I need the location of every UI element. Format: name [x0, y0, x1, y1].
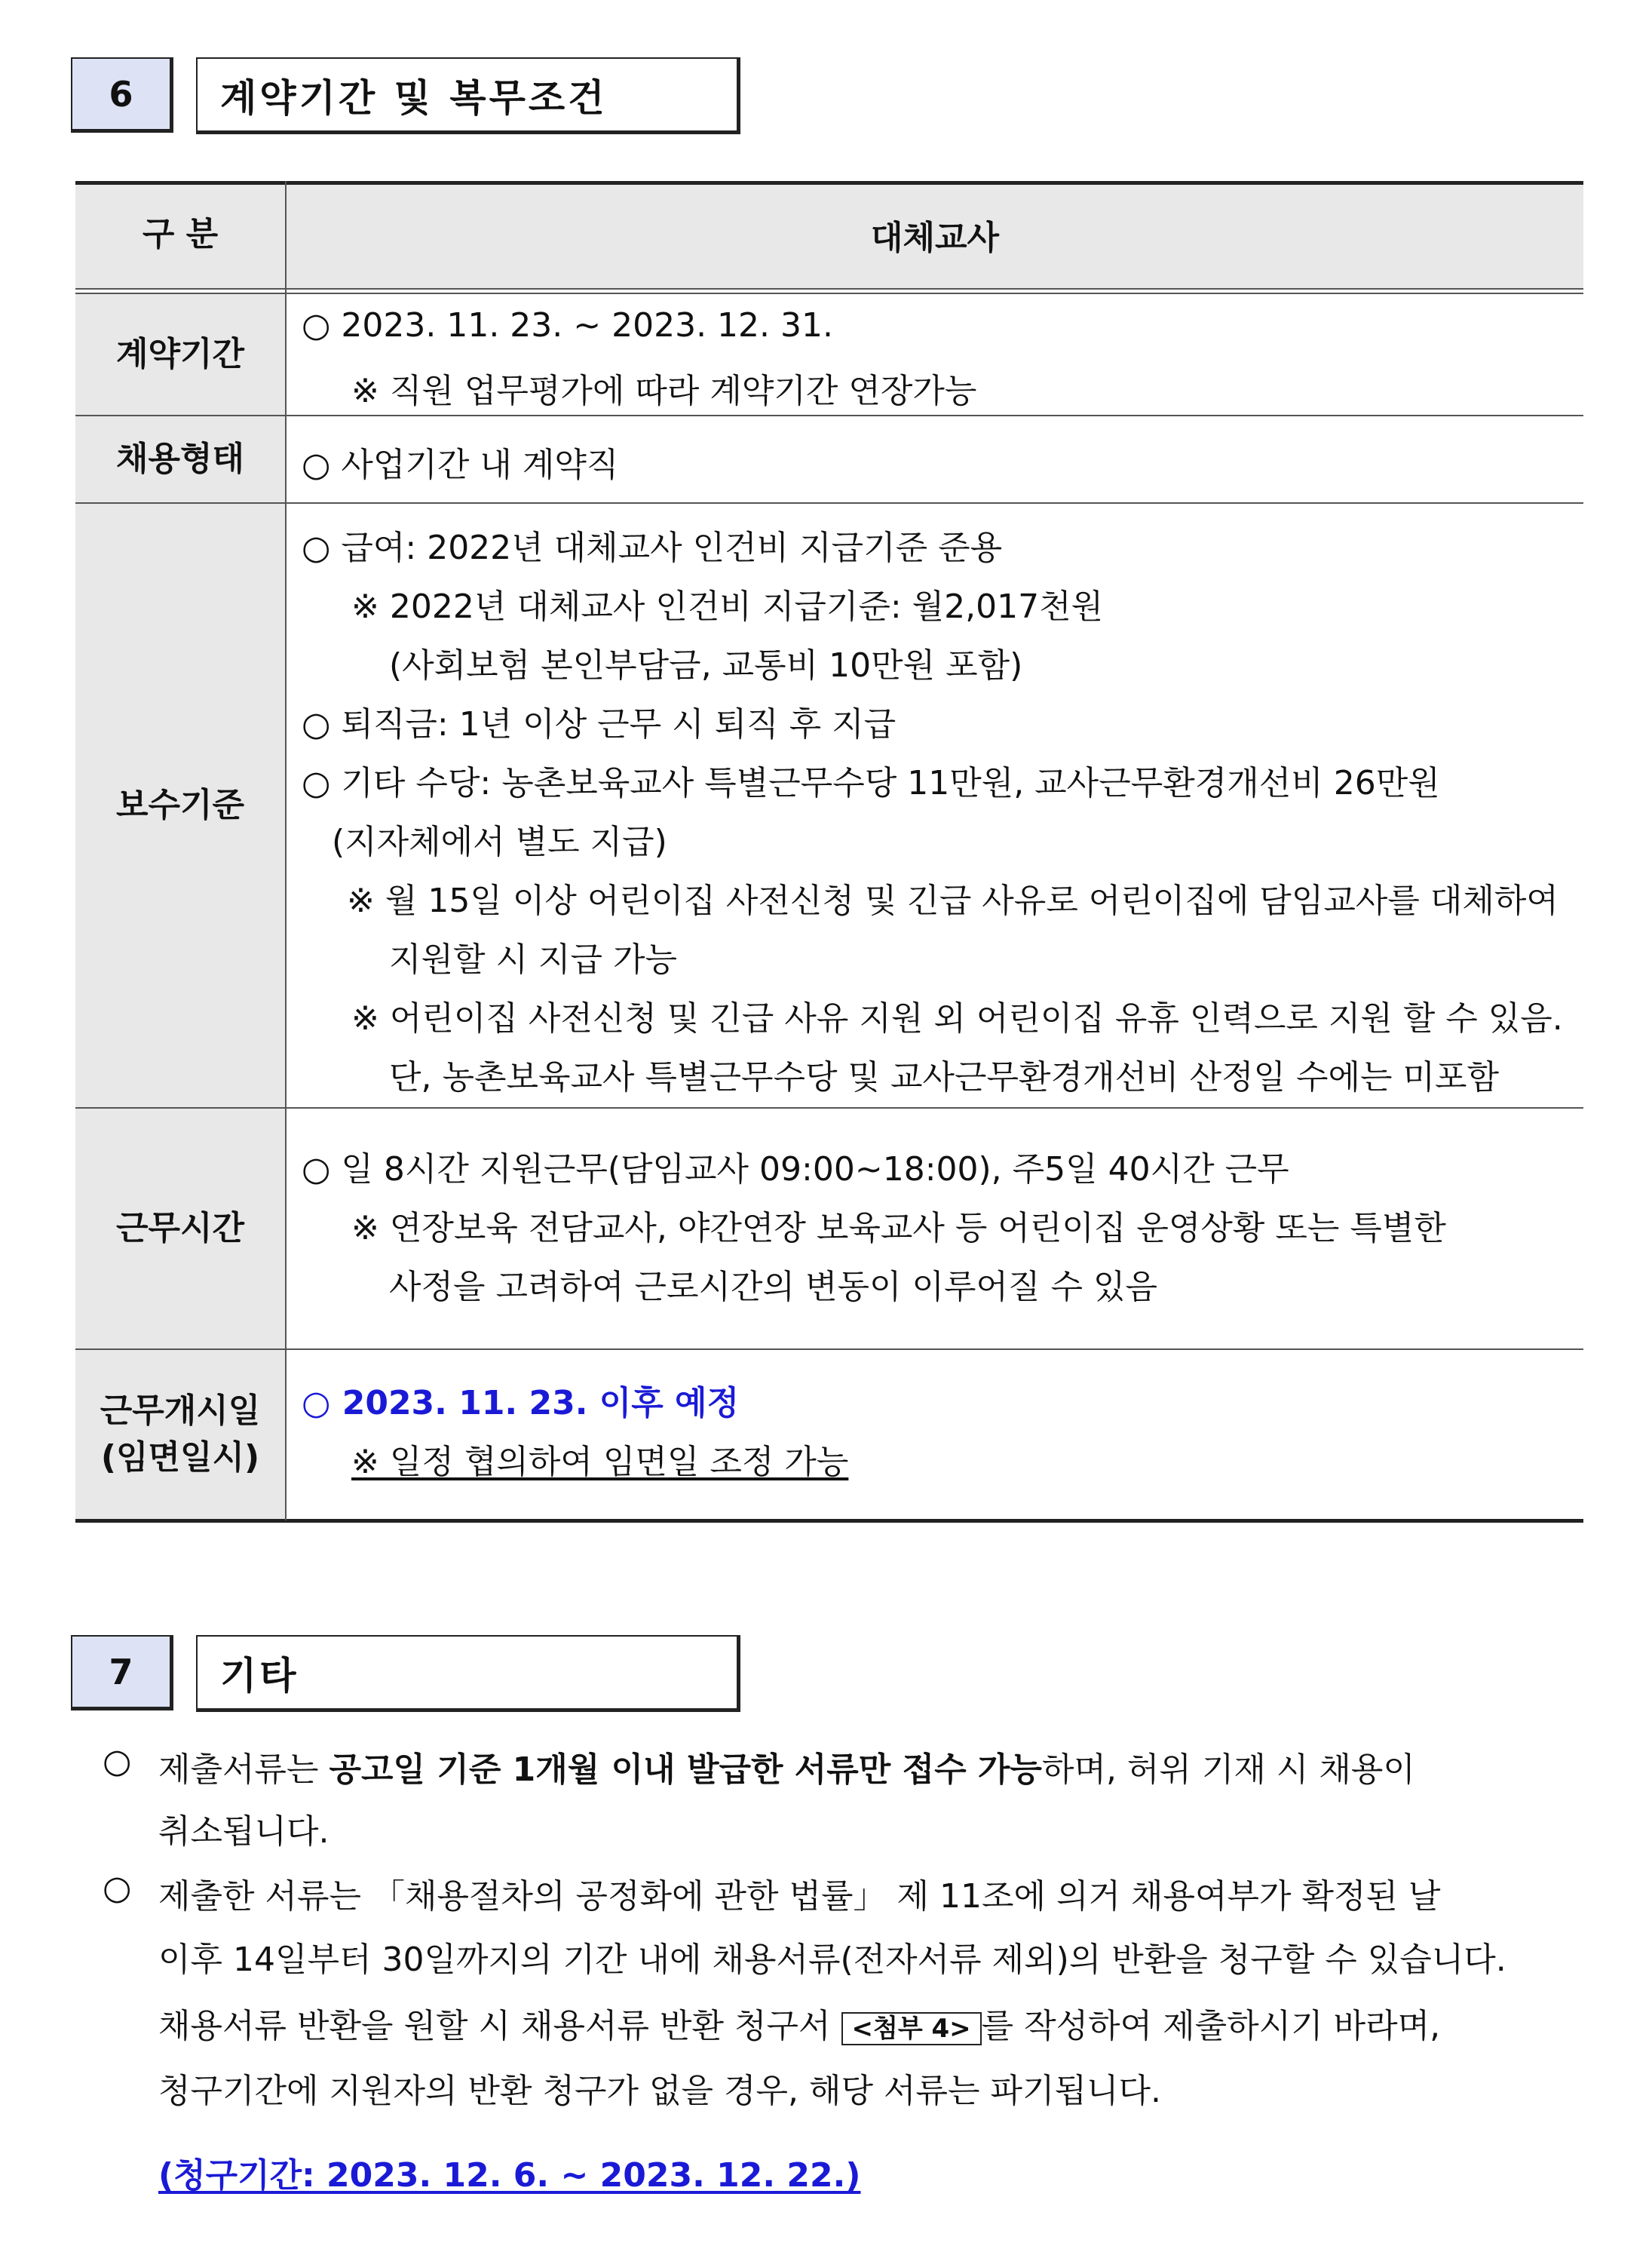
- list-item: ※ 직원 업무평가에 따라 계약기간 연장가능: [351, 372, 977, 410]
- table-top-border: [75, 181, 1583, 185]
- list-item: ※ 어린이집 사전신청 및 긴급 사유 지원 외 어린이집 유휴 인력으로 지원 할 수 있음.: [351, 999, 1563, 1038]
- header-column: 대체교사: [870, 219, 999, 257]
- p2-line3: [158, 1999, 1440, 2047]
- list-item: ○ 퇴직금: 1년 이상 근무 시 퇴직 후 지급: [302, 705, 896, 744]
- list-item: ※ 월 15일 이상 어린이집 사전신청 및 긴급 사유로 어린이집에 담임교사를 대체하여: [347, 882, 1559, 920]
- cell-hours: [302, 1109, 1568, 1348]
- row-label-hours: 근무시간: [75, 1109, 285, 1348]
- list-item: 단, 농촌보육교사 특별근무수당 및 교사근무환경개선비 산정일 수에는 미포함: [389, 1058, 1500, 1097]
- p1-bold: 공고일 기준 1개월 이내 발급한 서류만 접수 가능: [329, 1750, 1042, 1789]
- bullet: ○: [103, 1742, 132, 1781]
- start-date-note: ※ 일정 협의하여 임면일 조정 가능: [351, 1443, 849, 1481]
- list-item: (사회보험 본인부담금, 교통비 10만원 포함): [389, 646, 1023, 685]
- row-label-pay: 보수기준: [75, 504, 285, 1107]
- p1-line1: [158, 1742, 1415, 1790]
- row-label-contract: 계약기간: [75, 294, 285, 415]
- list-item: ○ 기타 수당: 농촌보육교사 특별근무수당 11만원, 교사근무환경개선비 26만원: [302, 764, 1440, 802]
- section-6-title: 계약기간 및 복무조건: [196, 57, 740, 134]
- p1-text: 제출서류는: [158, 1750, 329, 1789]
- p2-text: 채용서류 반환을 원할 시 채용서류 반환 청구서: [158, 2007, 831, 2045]
- list-item: ○ 2023. 11. 23. ~ 2023. 12. 31.: [302, 306, 833, 345]
- row-label-start-line1: 근무개시일: [100, 1391, 261, 1430]
- row-label-start-line2: (임면일시): [100, 1438, 260, 1477]
- table-bottom-border: [75, 1519, 1583, 1523]
- row-label-type: 채용형태: [75, 416, 285, 502]
- start-date: ○ 2023. 11. 23. 이후 예정: [302, 1384, 740, 1422]
- p2-line4: 청구기간에 지원자의 반환 청구가 없을 경우, 해당 서류는 파기됩니다.: [158, 2072, 1161, 2110]
- list-item: ※ 2022년 대체교사 인건비 지급기준: 월2,017천원: [351, 588, 1104, 626]
- cell-contract: [302, 294, 1568, 415]
- return-period: (청구기간: 2023. 12. 6. ~ 2023. 12. 22.): [158, 2156, 861, 2195]
- p1-line2: 취소됩니다.: [158, 1812, 329, 1851]
- attachment-4-box: <첨부 4>: [841, 2012, 982, 2045]
- section-7-number: 7: [71, 1635, 173, 1710]
- row-label-start: [75, 1350, 285, 1519]
- cell-pay: [302, 504, 1568, 1107]
- list-item: 사정을 고려하여 근로시간의 변동이 이루어질 수 있음: [389, 1268, 1158, 1306]
- p2-text: 를 작성하여 제출하시기 바라며,: [981, 2007, 1441, 2045]
- cell-type: [302, 416, 1568, 502]
- cell-start: [302, 1350, 1568, 1519]
- section-7-title: 기타: [196, 1635, 740, 1712]
- section-6-number: 6: [71, 57, 173, 133]
- p2-line1: 제출한 서류는 「채용절차의 공정화에 관한 법률」 제 11조에 의거 채용여부가 확정된 날: [158, 1877, 1441, 1916]
- column-divider: [285, 181, 287, 1520]
- p2-line2: 이후 14일부터 30일까지의 기간 내에 채용서류(전자서류 제외)의 반환을 청구할 수 있습니다.: [158, 1941, 1506, 1979]
- section-7-body: [90, 1732, 1584, 2109]
- list-item: ※ 연장보육 전담교사, 야간연장 보육교사 등 어린이집 운영상황 또는 특별한: [351, 1209, 1446, 1247]
- header-category: 구 분: [75, 181, 285, 288]
- bullet: ○: [103, 1869, 132, 1907]
- header-divider-1: [75, 288, 1583, 290]
- conditions-table: [75, 181, 1583, 1525]
- list-item: ○ 급여: 2022년 대체교사 인건비 지급기준 준용: [302, 529, 1003, 567]
- list-item: ○ 사업기간 내 계약직: [302, 446, 619, 484]
- p1-text: 하며, 허위 기재 시 채용이: [1041, 1750, 1415, 1789]
- list-item: 지원할 시 지급 가능: [389, 940, 677, 979]
- list-item: (지자체에서 별도 지급): [332, 823, 667, 861]
- list-item: ○ 일 8시간 지원근무(담임교사 09:00~18:00), 주5일 40시간 근무: [302, 1150, 1289, 1189]
